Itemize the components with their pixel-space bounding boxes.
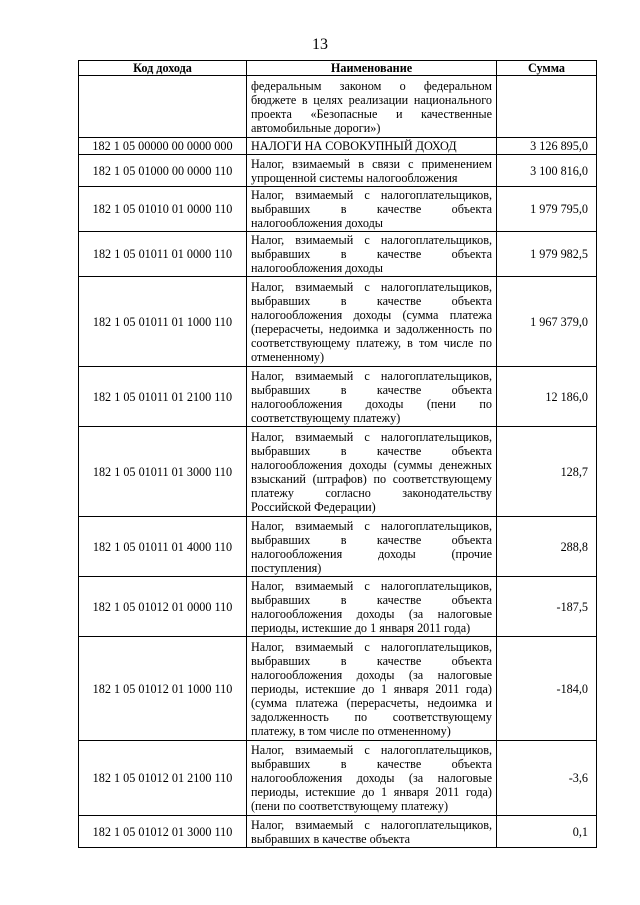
- revenue-sum: 0,1: [497, 816, 597, 848]
- table-row: [79, 232, 597, 277]
- revenue-name: Налог, взимаемый с налогоплательщиков, выбравших в качестве объекта налогообложения доходы (за налоговые периоды, истекшие до 1 января 2011 года) (сумма платежа (перерасчеты, недоимка и задолженность по соответствующему платежу, в том числе по отмененному): [247, 637, 497, 741]
- revenue-name: федеральным законом о федеральном бюджете в целях реализации национального проекта «Безопасные и качественные автомобильные дороги»): [247, 76, 497, 138]
- revenue-sum: 12 186,0: [497, 367, 597, 427]
- revenue-code: 182 1 05 01012 01 3000 110: [79, 816, 247, 848]
- revenue-sum: 3 100 816,0: [497, 155, 597, 187]
- revenue-name: Налог, взимаемый с налогоплательщиков, выбравших в качестве объекта налогообложения доходы (суммы денежных взысканий (штрафов) по соответствующему платежу согласно законодательству Российской Федерации): [247, 427, 497, 517]
- revenue-sum: 1 967 379,0: [497, 277, 597, 367]
- revenue-name: НАЛОГИ НА СОВОКУПНЫЙ ДОХОД: [247, 138, 497, 155]
- revenue-table: [78, 60, 597, 848]
- revenue-code: 182 1 05 01000 00 0000 110: [79, 155, 247, 187]
- table-row: [79, 277, 597, 367]
- revenue-name: Налог, взимаемый с налогоплательщиков, выбравших в качестве объекта налогообложения доходы (пени по соответствующему платежу): [247, 367, 497, 427]
- table-row: [79, 816, 597, 848]
- header-code: Код дохода: [79, 61, 247, 76]
- table-header-row: [79, 61, 597, 76]
- revenue-name: Налог, взимаемый в связи с применением упрощенной системы налогообложения: [247, 155, 497, 187]
- revenue-code: 182 1 05 00000 00 0000 000: [79, 138, 247, 155]
- table-row: [79, 517, 597, 577]
- revenue-sum: 288,8: [497, 517, 597, 577]
- revenue-code: 182 1 05 01012 01 0000 110: [79, 577, 247, 637]
- revenue-code: 182 1 05 01011 01 0000 110: [79, 232, 247, 277]
- revenue-sum: 1 979 795,0: [497, 187, 597, 232]
- revenue-name: Налог, взимаемый с налогоплательщиков, выбравших в качестве объекта налогообложения доходы (прочие поступления): [247, 517, 497, 577]
- revenue-code: 182 1 05 01010 01 0000 110: [79, 187, 247, 232]
- revenue-sum: [497, 76, 597, 138]
- revenue-sum: -3,6: [497, 741, 597, 816]
- revenue-code: 182 1 05 01011 01 4000 110: [79, 517, 247, 577]
- header-sum: Сумма: [497, 61, 597, 76]
- page-number: 13: [312, 36, 328, 53]
- table-row: [79, 367, 597, 427]
- revenue-code: [79, 76, 247, 138]
- table-row: [79, 138, 597, 155]
- revenue-name: Налог, взимаемый с налогоплательщиков, выбравших в качестве объекта налогообложения доходы (за налоговые периоды, истекшие до 1 января 2011 года) (пени по соответствующему платежу): [247, 741, 497, 816]
- table-row: [79, 741, 597, 816]
- revenue-name: Налог, взимаемый с налогоплательщиков, выбравших в качестве объекта налогообложения доходы: [247, 232, 497, 277]
- revenue-code: 182 1 05 01011 01 2100 110: [79, 367, 247, 427]
- revenue-name: Налог, взимаемый с налогоплательщиков, выбравших в качестве объекта налогообложения доходы (сумма платежа (перерасчеты, недоимка и задолженность по соответствующему платежу, в том числе по отмененному): [247, 277, 497, 367]
- table-row: [79, 427, 597, 517]
- table-row: [79, 187, 597, 232]
- table-row: [79, 577, 597, 637]
- revenue-code: 182 1 05 01011 01 1000 110: [79, 277, 247, 367]
- revenue-name: Налог, взимаемый с налогоплательщиков, выбравших в качестве объекта налогообложения доходы: [247, 187, 497, 232]
- table-row: [79, 76, 597, 138]
- revenue-name: Налог, взимаемый с налогоплательщиков, выбравших в качестве объекта налогообложения доходы (за налоговые периоды, истекшие до 1 января 2011 года): [247, 577, 497, 637]
- revenue-sum: 1 979 982,5: [497, 232, 597, 277]
- revenue-sum: -184,0: [497, 637, 597, 741]
- revenue-sum: 128,7: [497, 427, 597, 517]
- table-row: [79, 155, 597, 187]
- revenue-sum: 3 126 895,0: [497, 138, 597, 155]
- revenue-sum: -187,5: [497, 577, 597, 637]
- table-row: [79, 637, 597, 741]
- revenue-code: 182 1 05 01011 01 3000 110: [79, 427, 247, 517]
- header-name: Наименование: [247, 61, 497, 76]
- revenue-code: 182 1 05 01012 01 2100 110: [79, 741, 247, 816]
- revenue-code: 182 1 05 01012 01 1000 110: [79, 637, 247, 741]
- revenue-name: Налог, взимаемый с налогоплательщиков, выбравших в качестве объекта: [247, 816, 497, 848]
